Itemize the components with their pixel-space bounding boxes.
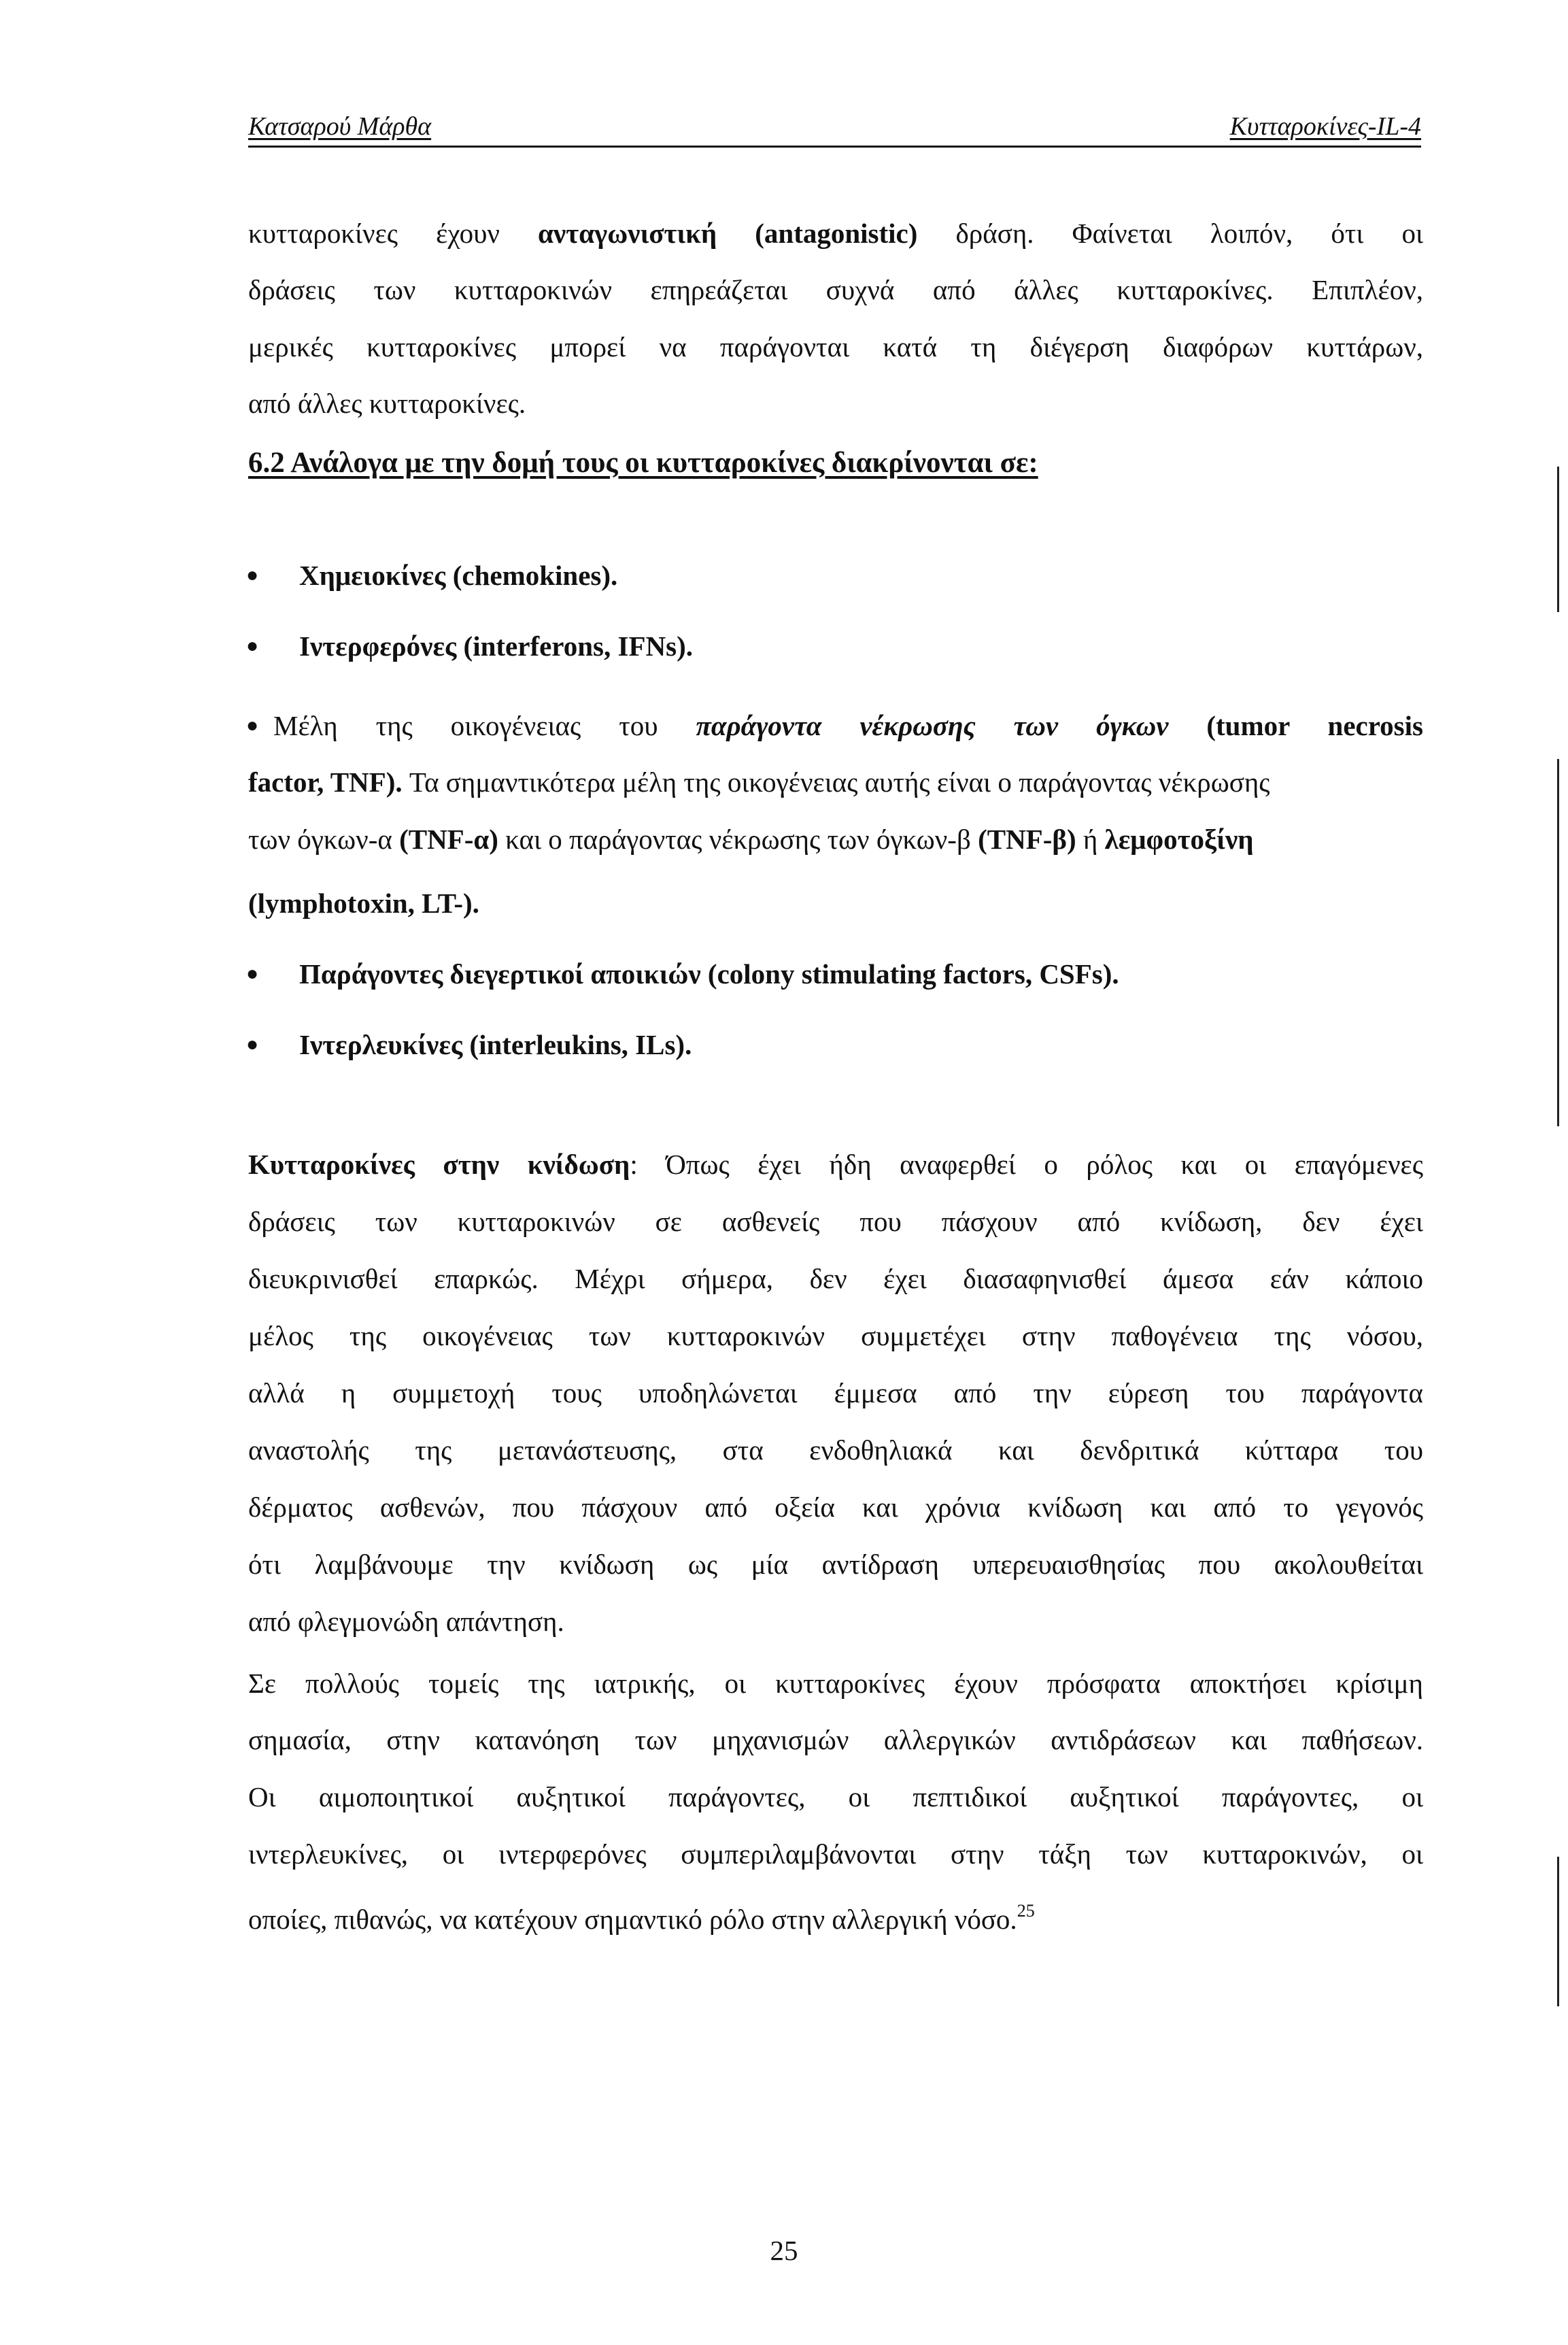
page-number: 25 (770, 2235, 798, 2266)
urticaria-line-6: αναστολής της μετανάστευσης, στα ενδοθηλιακά και δενδριτικά κύτταρα του (248, 1434, 1423, 1466)
bullet-interleukins: Ιντερλευκίνες (interleukins, ILs). (299, 1029, 692, 1060)
bullet-marker: ● (246, 962, 259, 985)
intro-line-1: κυτταροκίνες έχουν ανταγωνιστική (antagonistic) δράση. Φαίνεται λοιπόν, ότι οι (248, 218, 1423, 249)
bullet-marker: ● (246, 635, 259, 657)
bullet-tnf-line-2: factor, TNF). Τα σημαντικότερα μέλη της οικογένειας αυτής είναι ο παράγοντας νέκρωσης (248, 766, 1270, 798)
bullet-marker: ● (246, 564, 259, 586)
urticaria-line-3: διευκρινισθεί επαρκώς. Μέχρι σήμερα, δεν έχει διασαφηνισθεί άμεσα εάν κάποιο (248, 1263, 1423, 1294)
urticaria-line-8: ότι λαμβάνουμε την κνίδωση ως μία αντίδραση υπερευαισθησίας που ακολουθείται (248, 1549, 1423, 1580)
bullet-tnf-line-4: (lymphotoxin, LT-). (248, 888, 479, 919)
urticaria-line-7: δέρματος ασθενών, που πάσχουν από οξεία και χρόνια κνίδωση και από το γεγονός (248, 1491, 1423, 1523)
footnote-ref: 25 (1017, 1901, 1035, 1921)
bullet-csfs: Παράγοντες διεγερτικοί αποικιών (colony stimulating factors, CSFs). (299, 958, 1119, 990)
closing-line-4: ιντερλευκίνες, οι ιντερφερόνες συμπεριλαμβάνονται στην τάξη των κυτταροκινών, οι (248, 1838, 1423, 1870)
bullet-marker: ● (246, 1033, 259, 1056)
bullet-chemokines: Χημειοκίνες (chemokines). (299, 560, 618, 591)
bullet-tnf-line-3: των όγκων-α (TNF-α) και ο παράγοντας νέκρωσης των όγκων-β (TNF-β) ή λεμφοτοξίνη (248, 824, 1254, 855)
running-header (248, 101, 1421, 148)
section-heading: 6.2 Ανάλογα με την δομή τους οι κυτταροκίνες διακρίνονται σε: (248, 447, 1038, 479)
scan-edge-line (1557, 467, 1559, 612)
scan-edge-line (1557, 759, 1559, 1126)
bullet-interferons: Ιντερφερόνες (interferons, IFNs). (299, 630, 693, 662)
closing-line-2: σημασία, στην κατανόηση των μηχανισμών αλλεργικών αντιδράσεων και παθήσεων. (248, 1724, 1423, 1755)
urticaria-line-4: μέλος της οικογένειας των κυτταροκινών συμμετέχει στην παθογένεια της νόσου, (248, 1320, 1423, 1351)
urticaria-line-1: Κυτταροκίνες στην κνίδωση: Όπως έχει ήδη αναφερθεί ο ρόλος και οι επαγόμενες (248, 1149, 1424, 1180)
scan-edge-line (1557, 1857, 1559, 2006)
urticaria-line-2: δράσεις των κυτταροκινών σε ασθενείς που πάσχουν από κνίδωση, δεν έχει (248, 1206, 1423, 1237)
closing-line-5: οποίες, πιθανώς, να κατέχουν σημαντικό ρόλο στην αλλεργική νόσο.$^{25}$ (248, 1901, 1035, 1935)
intro-line-4: από άλλες κυτταροκίνες. (248, 388, 526, 419)
urticaria-line-9: από φλεγμονώδη απάντηση. (248, 1606, 564, 1637)
header-title: Κυτταροκίνες-IL-4 (1229, 112, 1421, 141)
closing-line-3: Οι αιμοποιητικοί αυξητικοί παράγοντες, οι πεπτιδικοί αυξητικοί παράγοντες, οι (248, 1781, 1423, 1812)
bullet-marker: ● (246, 714, 259, 737)
header-author: Κατσαρού Μάρθα (248, 112, 432, 141)
urticaria-line-5: αλλά η συμμετοχή τους υποδηλώνεται έμμεσα από την εύρεση του παράγοντα (248, 1377, 1423, 1408)
bullet-tnf-line-1: Μέλη της οικογένειας του παράγοντα νέκρωσης των όγκων (tumor necrosis (273, 710, 1423, 741)
closing-line-1: Σε πολλούς τομείς της ιατρικής, οι κυτταροκίνες έχουν πρόσφατα αποκτήσει κρίσιμη (248, 1668, 1423, 1699)
intro-line-3: μερικές κυτταροκίνες μπορεί να παράγονται κατά τη διέγερση διαφόρων κυττάρων, (248, 331, 1423, 362)
intro-line-2: δράσεις των κυτταροκινών επηρεάζεται συχνά από άλλες κυτταροκίνες. Επιπλέον, (248, 274, 1423, 305)
